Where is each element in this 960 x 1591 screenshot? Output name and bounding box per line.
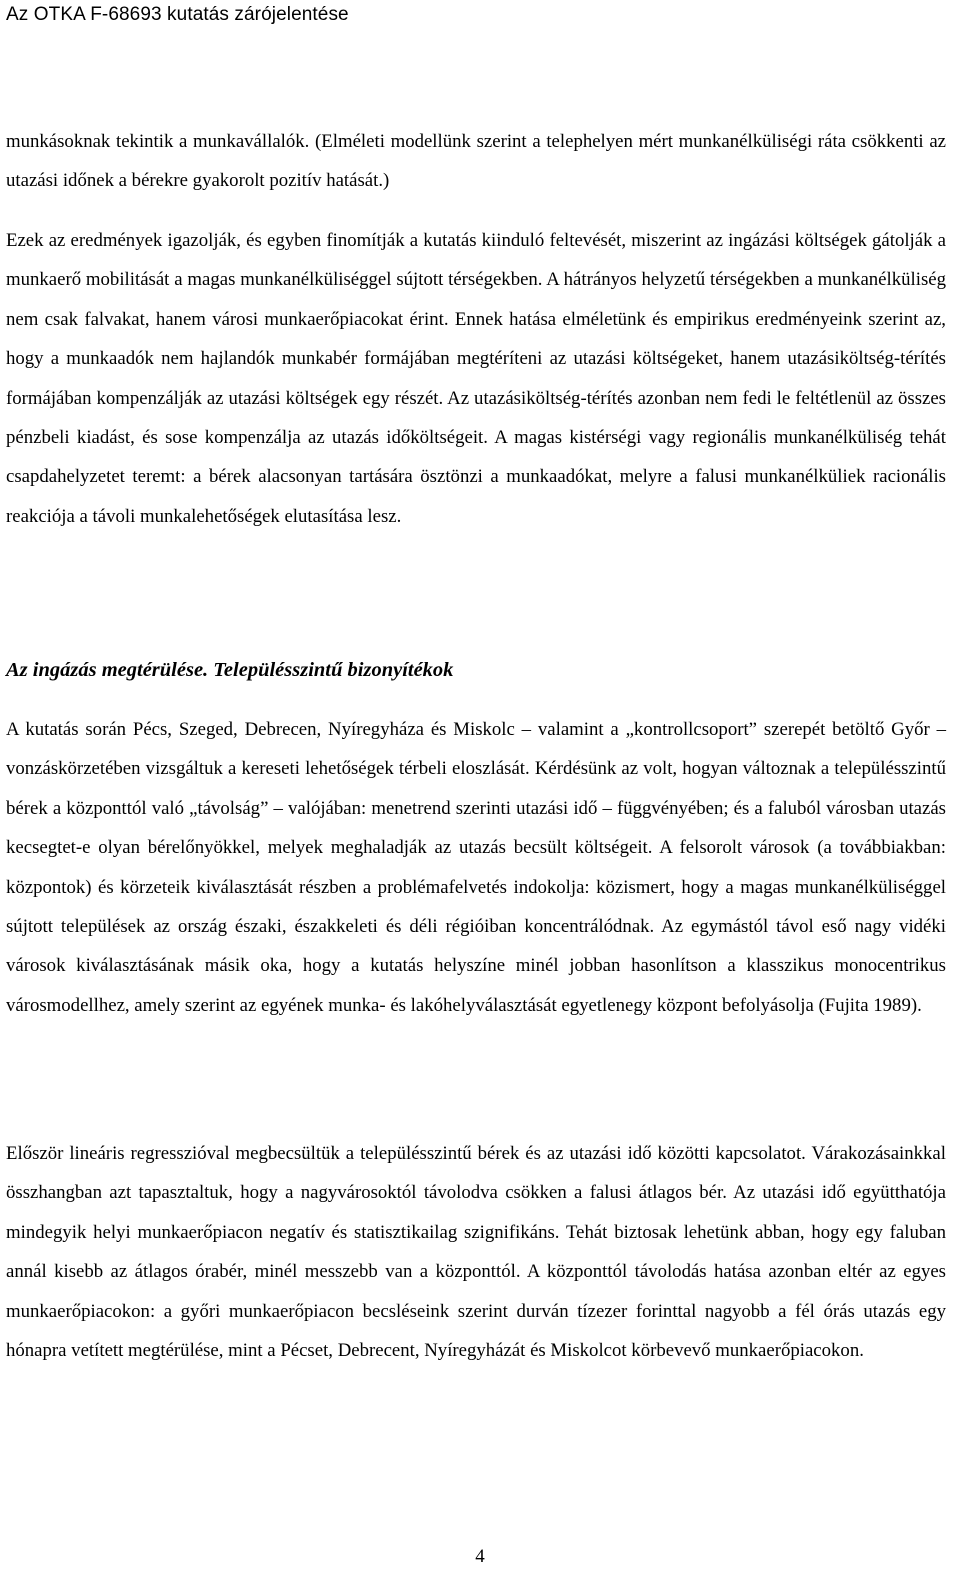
paragraph-3: A kutatás során Pécs, Szeged, Debrecen, Nyíregyháza és Miskolc – valamint a „kontrollcsoport” szerepét betöltő Győr – vonzáskörzetében vizsgáltuk a kereseti lehetőségek térbeli eloszlását. Kérdésünk az volt, hogyan változnak a településszintű bérek a központtól való „távolság” – valójában: menetrend szerinti utazási idő – függvényében; és a faluból városban utazás kecsegtet-e olyan bérelőnyökkel, melyek meghaladják az utazás becsült költségeit. A felsorolt városok (a továbbiakban: központok) és körzeteik kiválasztását részben a problémafelvetés indokolja: közismert, hogy a magas munkanélküliséggel sújtott települések az ország északi, északkeleti és déli régióiban koncentrálódnak. Az egymástól távol eső nagy vidéki városok kiválasztásának másik oka, hogy a kutatás helyszíne minél jobban hasonlítson a klasszikus monocentrikus városmodellhez, amely szerint az egyének munka- és lakóhelyválasztását egyetlenegy központ befolyásolja (Fujita 1989). bbox=[6, 719, 946, 1016]
paragraph-4: Először lineáris regresszióval megbecsültük a településszintű bérek és az utazási idő közötti kapcsolatot. Várakozásainkkal összhangban azt tapasztaltuk, hogy a nagyvárosoktól távolodva csökken a falusi átlagos bér. Az utazási idő együtthatója mindegyik helyi munkaerőpiacon negatív és statisztikailag szignifikáns. Tehát biztosak lehetünk abban, hogy egy faluban annál kisebb az átlagos órabér, minél messzebb van a központtól. A központtól távolodás hatása azonban eltér az egyes munkaerőpiacokon: a győri munkaerőpiacon becsléseink szerint durván tízezer forinttal nagyobb a fél órás utazás egy hónapra vetített megtérülése, mint a Pécset, Debrecent, Nyíregyházát és Miskolcot körbevevő munkaerőpiacokon. bbox=[6, 1143, 946, 1362]
paragraph-2: Ezek az eredmények igazolják, és egyben finomítják a kutatás kiinduló feltevését, miszerint az ingázási költségek gátolják a munkaerő mobilitását a magas munkanélküliséggel sújtott térségekben. A hátrányos helyzetű térségekben a munkanélküliség nem csak falvakat, hanem városi munkaerőpiacokat érint. Ennek hatása elméletünk és empirikus eredményeink szerint az, hogy a munkaadók nem hajlandók munkabér formájában megtéríteni az utazási költségeket, hanem utazásiköltség-térítés formájában kompenzálják az utazási költségek egy részét. Az utazásiköltség-térítés azonban nem fedi le feltétlenül az összes pénzbeli kiadást, és sose kompenzálja az utazás időköltségeit. A magas kistérségi vagy regionális munkanélküliség tehát csapdahelyzetet teremt: a bérek alacsonyan tartására ösztönzi a munkaadókat, melyre a falusi munkanélküliek racionális reakciója a távoli munkalehetőségek elutasítása lesz. bbox=[6, 230, 946, 527]
page-number: 4 bbox=[475, 1546, 485, 1567]
paragraph-1: munkásoknak tekintik a munkavállalók. (Elméleti modellünk szerint a telephelyen mért munkanélküliségi ráta csökkenti az utazási időnek a bérekre gyakorolt pozitív hatását.) bbox=[6, 131, 946, 192]
section-heading: Az ingázás megtérülése. Településszintű bizonyítékok bbox=[6, 659, 454, 681]
document-header-title: Az OTKA F-68693 kutatás zárójelentése bbox=[6, 4, 349, 25]
